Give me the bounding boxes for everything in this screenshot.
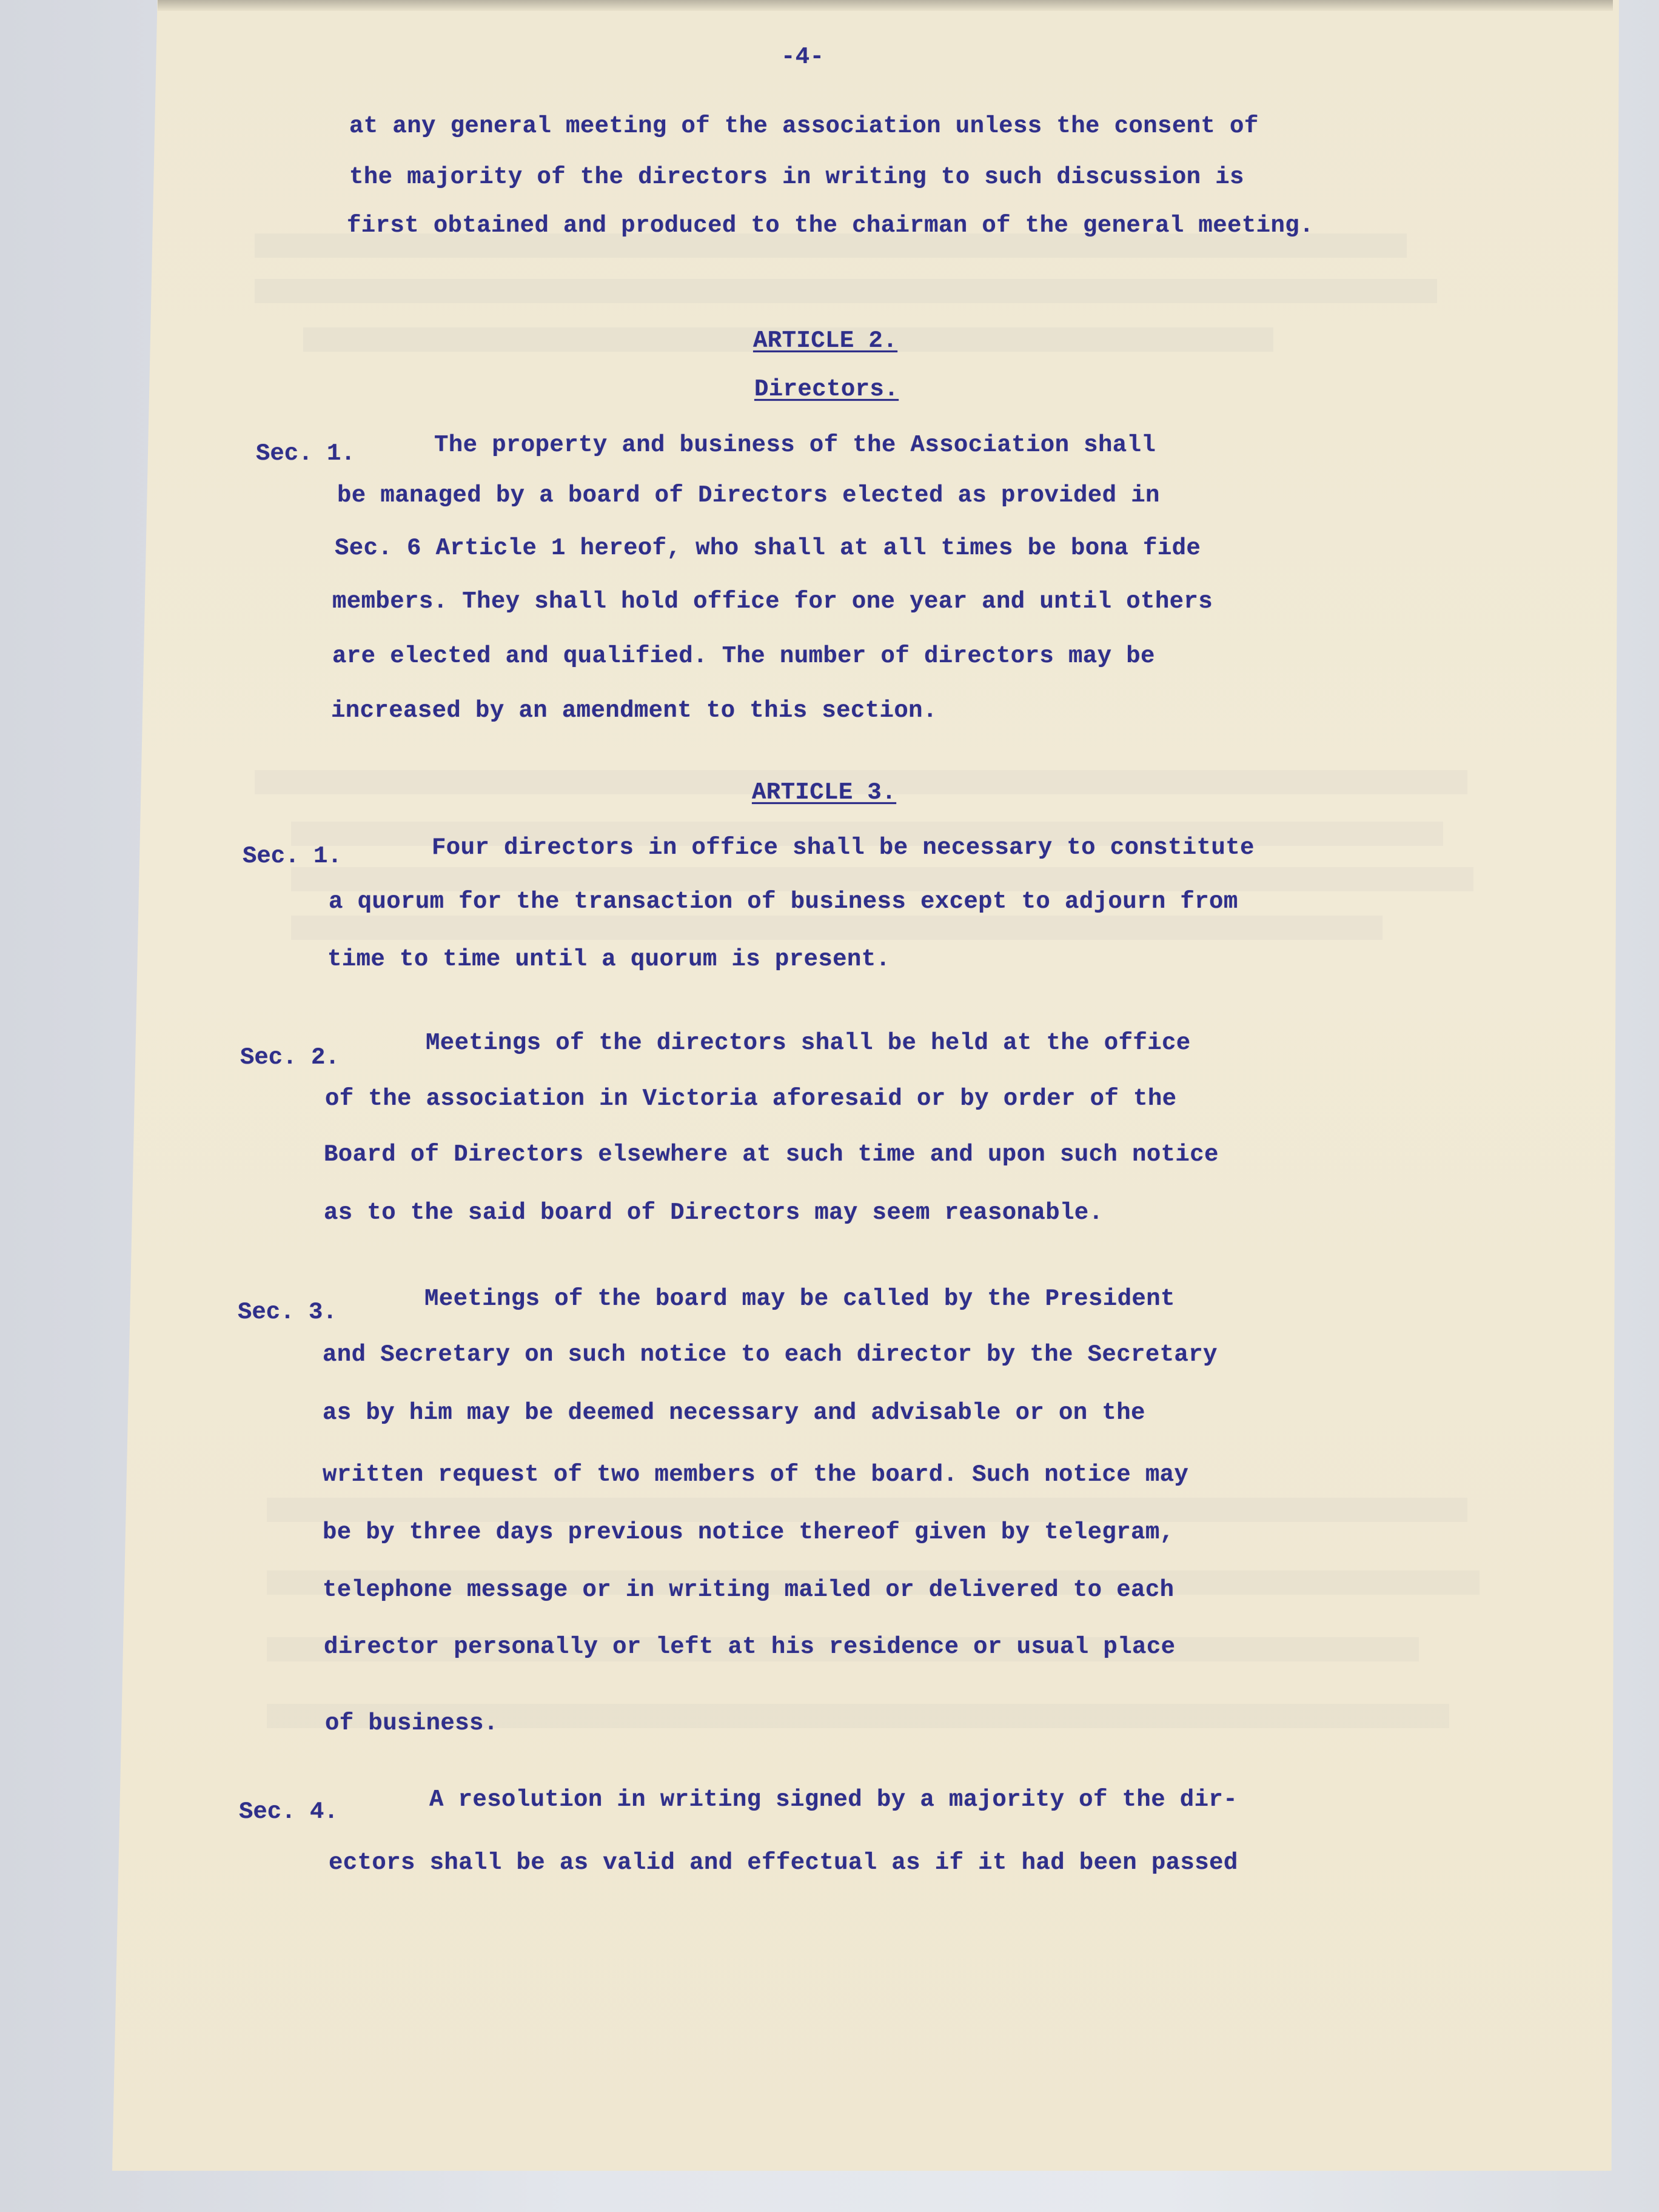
body-line: telephone message or in writing mailed or delivered to each	[323, 1577, 1175, 1603]
body-line: A resolution in writing signed by a majority of the dir-	[429, 1786, 1238, 1813]
show-through-mark	[255, 279, 1437, 303]
page-fold-edge	[158, 0, 1613, 11]
body-line: time to time until a quorum is present.	[327, 946, 891, 973]
article-subheading: Directors.	[754, 376, 899, 403]
body-line: written request of two members of the board. Such notice may	[323, 1461, 1189, 1488]
body-line: The property and business of the Association shall	[434, 432, 1156, 458]
section-label: Sec. 4.	[239, 1798, 338, 1825]
section-label: Sec. 1.	[256, 440, 355, 467]
body-line: Meetings of the directors shall be held at the office	[426, 1030, 1191, 1056]
body-line: Meetings of the board may be called by the President	[424, 1285, 1175, 1312]
page-number: -4-	[781, 44, 825, 70]
section-label: Sec. 3.	[238, 1299, 337, 1326]
body-line: as to the said board of Directors may seem reasonable.	[324, 1199, 1104, 1226]
article-heading: ARTICLE 3.	[752, 779, 897, 806]
body-line: are elected and qualified. The number of directors may be	[332, 643, 1155, 669]
body-line: be managed by a board of Directors elected as provided in	[337, 482, 1160, 509]
body-line: increased by an amendment to this section.	[331, 697, 937, 724]
body-line: and Secretary on such notice to each director by the Secretary	[323, 1341, 1218, 1368]
body-line: of business.	[325, 1710, 498, 1737]
body-line: ectors shall be as valid and effectual as if it had been passed	[329, 1849, 1238, 1876]
body-line: members. They shall hold office for one year and until others	[332, 588, 1213, 615]
body-line: first obtained and produced to the chairman of the general meeting.	[347, 212, 1314, 239]
body-line: be by three days previous notice thereof given by telegram,	[323, 1519, 1175, 1546]
article-heading: ARTICLE 2.	[753, 327, 898, 354]
section-label: Sec. 2.	[240, 1044, 340, 1071]
section-label: Sec. 1.	[243, 843, 342, 870]
show-through-mark	[291, 916, 1382, 940]
body-line: at any general meeting of the association unless the consent of	[349, 113, 1259, 139]
body-line: as by him may be deemed necessary and advisable or on the	[323, 1399, 1145, 1426]
show-through-mark	[291, 867, 1473, 891]
body-line: Four directors in office shall be necessary to constitute	[432, 834, 1255, 861]
body-line: of the association in Victoria aforesaid or by order of the	[325, 1085, 1177, 1112]
body-line: Sec. 6 Article 1 hereof, who shall at all times be bona fide	[335, 535, 1201, 561]
body-line: Board of Directors elsewhere at such time and upon such notice	[324, 1141, 1219, 1168]
body-line: director personally or left at his residence or usual place	[324, 1634, 1176, 1660]
show-through-mark	[267, 1498, 1467, 1522]
body-line: a quorum for the transaction of business except to adjourn from	[329, 888, 1238, 915]
body-line: the majority of the directors in writing to such discussion is	[349, 164, 1244, 190]
